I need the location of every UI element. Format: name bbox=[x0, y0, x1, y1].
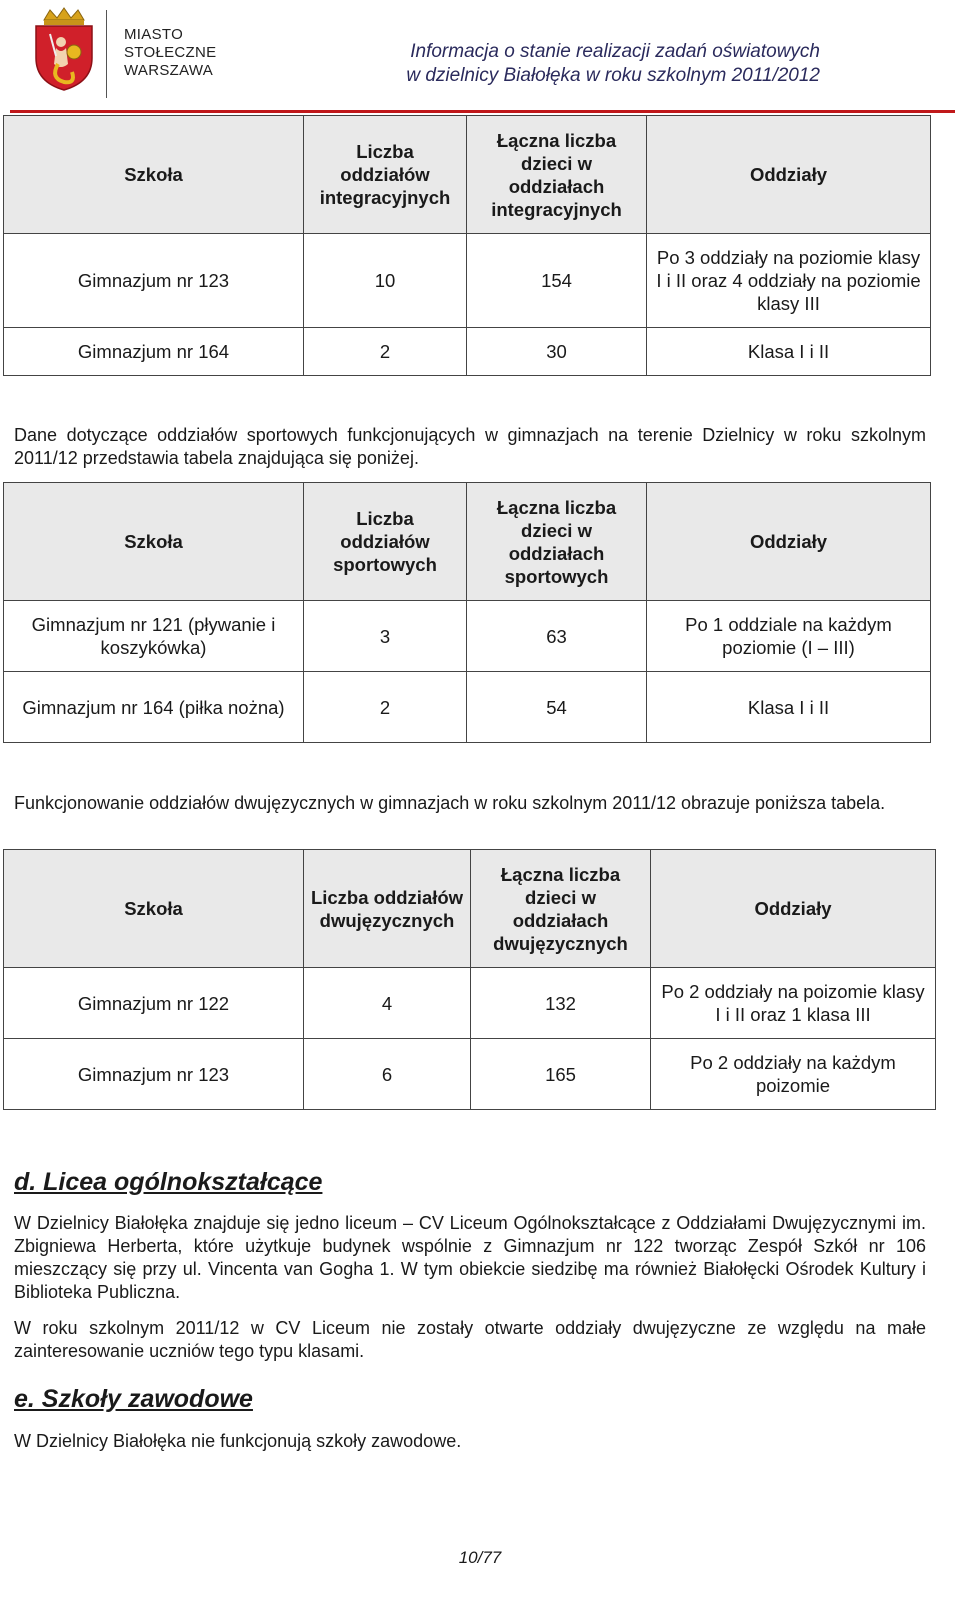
header-classes: Oddziały bbox=[647, 116, 931, 234]
header-class-count: Liczba oddziałów sportowych bbox=[304, 483, 467, 601]
cell-children-count: 54 bbox=[467, 672, 647, 743]
paragraph-bilingual-intro: Funkcjonowanie oddziałów dwujęzycznych w gimnazjach w roku szkolnym 2011/12 obrazuje poniższa tabela. bbox=[14, 793, 886, 813]
cell-classes: Po 2 oddziały na każdym poizomie bbox=[651, 1039, 936, 1110]
document-title-line-2: w dzielnicy Białołęka w roku szkolnym 2011/2012 bbox=[406, 65, 820, 86]
section-d-paragraph-1: W Dzielnicy Białołęka znajduje się jedno liceum – CV Liceum Ogólnokształcące z Oddziałami Dwujęzycznymi im. Zbigniewa Herberta, które użytkuje budynek wspólnie z Gimnazjum nr 122 tworząc Zespół Szkół nr 106 mieszczący się przy ul. Vincenta van Gogha 1. W tym obiekcie siedzibę ma również Białołęcki Ośrodek Kultury i Biblioteka Publiczna. bbox=[14, 1213, 926, 1302]
header-school: Szkoła bbox=[4, 850, 304, 968]
table-row bbox=[4, 672, 931, 743]
table-row bbox=[4, 328, 931, 376]
header-rule bbox=[10, 110, 955, 113]
cell-classes: Klasa I i II bbox=[647, 672, 931, 743]
header-class-count: Liczba oddziałów integracyjnych bbox=[304, 116, 467, 234]
warsaw-coat-of-arms-logo bbox=[30, 6, 98, 92]
header-classes: Oddziały bbox=[647, 483, 931, 601]
cell-children-count: 30 bbox=[467, 328, 647, 376]
bilingual-classes-table bbox=[3, 849, 936, 1110]
table-row bbox=[4, 1039, 936, 1110]
section-d-heading: d. Licea ogólnokształcące bbox=[14, 1168, 323, 1196]
header-school: Szkoła bbox=[4, 116, 304, 234]
cell-school: Gimnazjum nr 164 bbox=[4, 328, 304, 376]
cell-school: Gimnazjum nr 164 (piłka nożna) bbox=[4, 672, 304, 743]
cell-school: Gimnazjum nr 121 (pływanie i koszykówka) bbox=[4, 601, 304, 672]
document-title-line-1: Informacja o stanie realizacji zadań oświatowych bbox=[410, 41, 820, 62]
header-children-count: Łączna liczba dzieci w oddziałach integracyjnych bbox=[467, 116, 647, 234]
table-row bbox=[4, 234, 931, 328]
logo-line: WARSZAWA bbox=[124, 62, 214, 79]
cell-class-count: 2 bbox=[304, 672, 467, 743]
paragraph-sports-intro: Dane dotyczące oddziałów sportowych funkcjonujących w gimnazjach na terenie Dzielnicy w roku szkolnym 2011/12 przedstawia tabela znajdująca się poniżej. bbox=[14, 425, 926, 468]
cell-class-count: 4 bbox=[304, 968, 471, 1039]
header-children-count: Łączna liczba dzieci w oddziałach sportowych bbox=[467, 483, 647, 601]
table-header-row bbox=[4, 116, 931, 234]
cell-classes: Po 3 oddziały na poziomie klasy I i II oraz 4 oddziały na poziomie klasy III bbox=[647, 234, 931, 328]
cell-classes: Po 1 oddziale na każdym poziomie (I – III) bbox=[647, 601, 931, 672]
section-e-paragraph: W Dzielnicy Białołęka nie funkcjonują szkoły zawodowe. bbox=[14, 1431, 462, 1451]
cell-children-count: 63 bbox=[467, 601, 647, 672]
section-e-heading: e. Szkoły zawodowe bbox=[14, 1385, 253, 1413]
logo-line: MIASTO bbox=[124, 26, 184, 43]
integration-classes-table bbox=[3, 115, 931, 376]
document-title bbox=[406, 40, 820, 88]
page-header bbox=[0, 0, 960, 116]
cell-class-count: 6 bbox=[304, 1039, 471, 1110]
logo-divider bbox=[106, 10, 107, 98]
section-d-paragraph-2: W roku szkolnym 2011/12 w CV Liceum nie zostały otwarte oddziały dwujęzyczne ze względu na małe zainteresowanie uczniów tego typu klasami. bbox=[14, 1318, 926, 1361]
cell-children-count: 165 bbox=[471, 1039, 651, 1110]
cell-school: Gimnazjum nr 123 bbox=[4, 1039, 304, 1110]
cell-class-count: 3 bbox=[304, 601, 467, 672]
cell-class-count: 10 bbox=[304, 234, 467, 328]
cell-children-count: 132 bbox=[471, 968, 651, 1039]
table-row bbox=[4, 601, 931, 672]
cell-class-count: 2 bbox=[304, 328, 467, 376]
logo-wordmark bbox=[124, 26, 216, 80]
header-school: Szkoła bbox=[4, 483, 304, 601]
cell-school: Gimnazjum nr 122 bbox=[4, 968, 304, 1039]
header-classes: Oddziały bbox=[651, 850, 936, 968]
cell-classes: Po 2 oddziały na poizomie klasy I i II oraz 1 klasa III bbox=[651, 968, 936, 1039]
cell-school: Gimnazjum nr 123 bbox=[4, 234, 304, 328]
header-class-count: Liczba oddziałów dwujęzycznych bbox=[304, 850, 471, 968]
cell-children-count: 154 bbox=[467, 234, 647, 328]
table-header-row bbox=[4, 483, 931, 601]
sports-classes-table bbox=[3, 482, 931, 743]
cell-classes: Klasa I i II bbox=[647, 328, 931, 376]
page-number: 10/77 bbox=[458, 1548, 502, 1567]
logo-line: STOŁECZNE bbox=[124, 44, 217, 61]
table-row bbox=[4, 968, 936, 1039]
table-header-row bbox=[4, 850, 936, 968]
header-children-count: Łączna liczba dzieci w oddziałach dwujęzycznych bbox=[471, 850, 651, 968]
